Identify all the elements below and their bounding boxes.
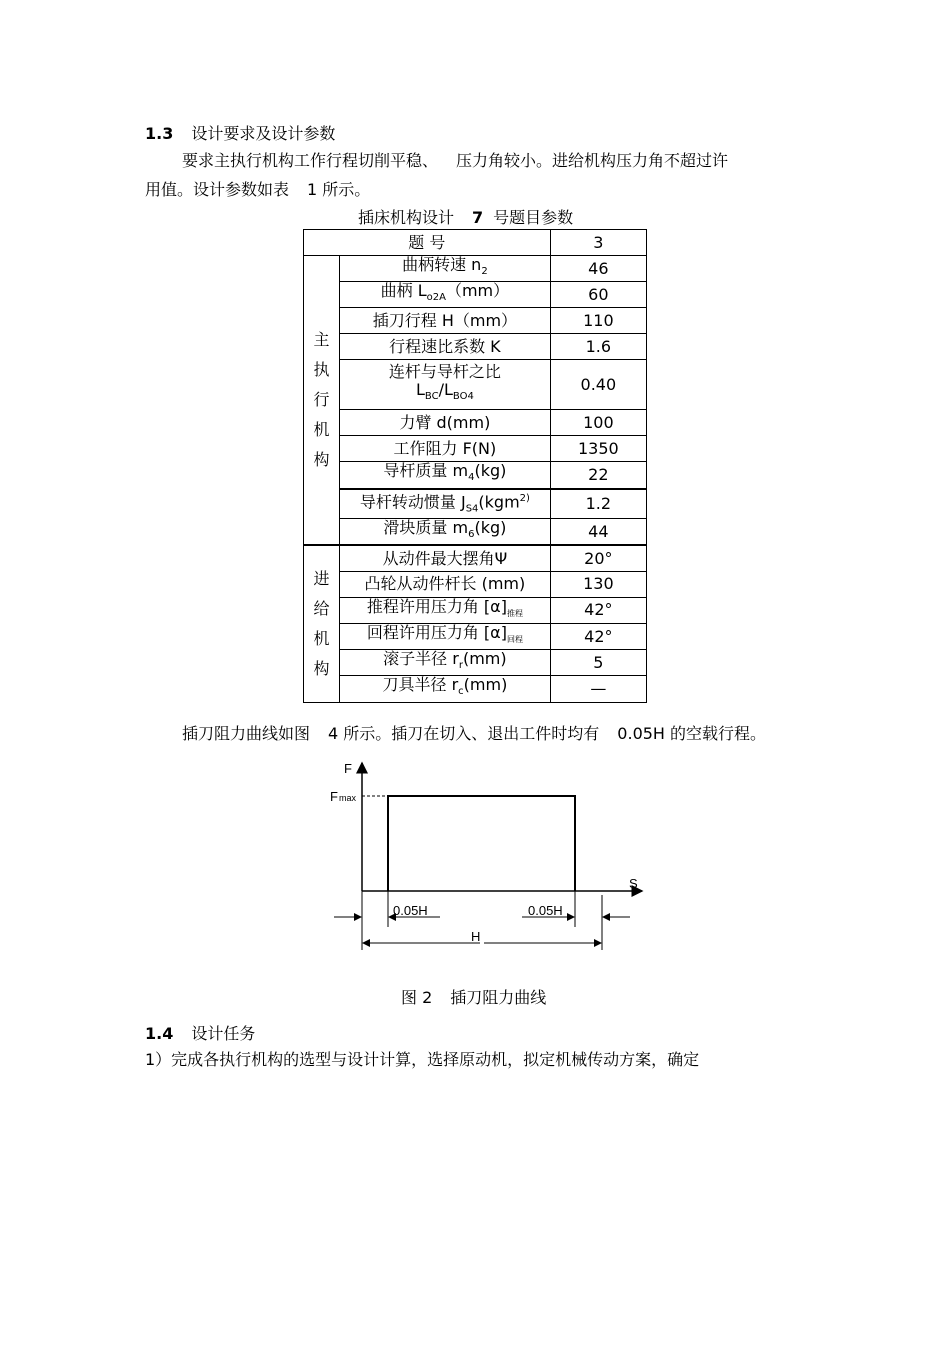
s-axis-label: S xyxy=(629,876,638,891)
table-row xyxy=(304,676,647,702)
group-main-mechanism xyxy=(304,256,340,546)
parameter-table xyxy=(303,229,647,703)
row-label: 力臂 d(mm) xyxy=(340,410,551,436)
row-label: 曲柄 $L_{o2A}(mm)$ xyxy=(340,282,551,308)
group-char: 机 xyxy=(313,628,330,648)
table-row xyxy=(304,545,647,571)
caption-text: 图 2 xyxy=(401,988,433,1007)
caption-number: 7 xyxy=(472,208,484,227)
group-char: 机 xyxy=(313,420,330,440)
row-label: 滑块质量 $m_6(kg)$ xyxy=(340,519,551,546)
row-value: 42° xyxy=(550,623,646,649)
group-char: 行 xyxy=(313,390,330,410)
table-row xyxy=(304,282,647,308)
row-label: 行程速比系数 K xyxy=(340,334,551,360)
resistance-curve xyxy=(388,796,575,891)
row-label: 凸轮从动件杆长 (mm) xyxy=(340,571,551,597)
paragraph-text: 1 所示。 xyxy=(307,180,371,199)
table-row xyxy=(304,597,647,623)
paragraph-text: 压力角较小。进给机构压力角不超过许 xyxy=(456,151,729,170)
table-row xyxy=(304,571,647,597)
table-row xyxy=(304,650,647,676)
row-label: 推程许用压力角 $[\alpha]_{推程}$ xyxy=(340,597,551,623)
row-value: 60 xyxy=(550,282,646,308)
table-row xyxy=(304,436,647,462)
header-label: 题 号 xyxy=(304,230,551,256)
row-value: 46 xyxy=(550,256,646,282)
row-label: 从动件最大摆角Ψ xyxy=(340,545,551,571)
resistance-curve-figure xyxy=(330,755,650,955)
row-label: 工作阻力 F(N) xyxy=(340,436,551,462)
paragraph-text: 0.05H 的空载行程。 xyxy=(617,724,767,743)
group-char: 给 xyxy=(313,598,330,618)
row-label: 回程许用压力角 $[\alpha]_{回程}$ xyxy=(340,623,551,649)
row-value: 130 xyxy=(550,571,646,597)
row-value: 0.40 xyxy=(550,360,646,410)
f-axis-label: F xyxy=(344,761,352,776)
section-1-3-heading xyxy=(145,121,335,144)
section-number: 1.3 xyxy=(145,124,174,143)
row-value: 100 xyxy=(550,410,646,436)
section-title: 设计任务 xyxy=(191,1024,256,1043)
figure-caption xyxy=(401,985,546,1008)
row-label: 插刀行程 H（mm） xyxy=(340,308,551,334)
table-row xyxy=(304,256,647,282)
task-item-1: 1）完成各执行机构的选型与设计计算，选择原动机，拟定机械传动方案，确定 xyxy=(145,1050,700,1069)
group-char: 构 xyxy=(313,450,330,470)
table-row xyxy=(304,623,647,649)
paragraph-text: 用值。设计参数如表 xyxy=(145,180,290,199)
paragraph-text: 4 所示。插刀在切入、退出工件时均有 xyxy=(328,724,600,743)
table-row xyxy=(304,334,647,360)
row-label: 刀具半径 $r_c(mm)$ xyxy=(340,676,551,702)
caption-text: 插床机构设计 xyxy=(358,208,455,227)
table-row xyxy=(304,462,647,489)
row-label: 滚子半径 $r_r(mm)$ xyxy=(340,650,551,676)
row-value: 44 xyxy=(550,519,646,546)
row-value: 20° xyxy=(550,545,646,571)
paragraph-text: 插刀阻力曲线如图 xyxy=(182,724,311,743)
left-0-05h-label: 0.05H xyxy=(393,903,428,918)
table-row xyxy=(304,308,647,334)
table-row xyxy=(304,360,647,410)
group-char: 主 xyxy=(313,330,330,350)
row-value: 1350 xyxy=(550,436,646,462)
fmax-label: Fmax xyxy=(330,789,356,804)
paragraph-text: 要求主执行机构工作行程切削平稳、 xyxy=(182,151,439,170)
section-number: 1.4 xyxy=(145,1024,174,1043)
group-char: 构 xyxy=(313,658,330,678)
row-value: 42° xyxy=(550,597,646,623)
group-char: 执 xyxy=(313,360,330,380)
table-row xyxy=(304,489,647,519)
caption-text: 号题目参数 xyxy=(493,208,574,227)
section-1-4-heading xyxy=(145,1021,255,1044)
header-value: 3 xyxy=(550,230,646,256)
row-value: 22 xyxy=(550,462,646,489)
row-label: 连杆与导杆之比 $L_{BC}/L_{BO4}$ xyxy=(340,360,551,410)
table-header-row xyxy=(304,230,647,256)
group-feed-mechanism xyxy=(304,545,340,702)
row-label: 曲柄转速 $n_2$ xyxy=(340,256,551,282)
row-value: 1.2 xyxy=(550,489,646,519)
h-label: H xyxy=(471,929,481,944)
row-value: — xyxy=(550,676,646,702)
table-row xyxy=(304,519,647,546)
table-row xyxy=(304,410,647,436)
row-label: 导杆转动惯量 $J_{S4}(kgm^{2)}$ xyxy=(340,489,551,519)
row-value: 1.6 xyxy=(550,334,646,360)
table-caption xyxy=(358,205,573,228)
caption-text: 插刀阻力曲线 xyxy=(450,988,547,1007)
paragraph-line-1 xyxy=(182,148,728,171)
paragraph-figure-ref xyxy=(182,721,766,744)
row-label: 导杆质量 $m_4(kg)$ xyxy=(340,462,551,489)
paragraph-line-2 xyxy=(145,177,370,200)
section-title: 设计要求及设计参数 xyxy=(191,124,336,143)
row-value: 110 xyxy=(550,308,646,334)
right-0-05h-label: 0.05H xyxy=(528,903,563,918)
group-char: 进 xyxy=(313,568,330,588)
row-value: 5 xyxy=(550,650,646,676)
